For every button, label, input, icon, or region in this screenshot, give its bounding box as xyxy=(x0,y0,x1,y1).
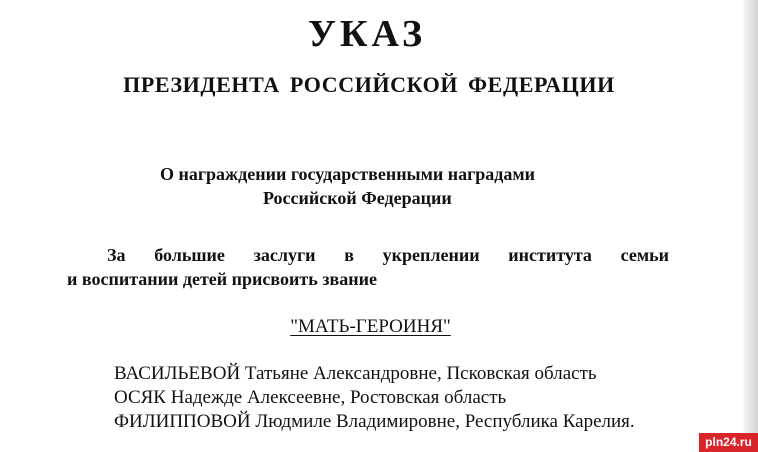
decree-line-1 xyxy=(67,243,669,267)
decree-word: семьи xyxy=(620,245,669,265)
topic-line-2: Российской Федерации xyxy=(263,188,452,208)
recipient-list xyxy=(114,362,635,434)
page-edge-shadow xyxy=(742,0,758,452)
recipient-item: ВАСИЛЬЕВОЙ Татьяне Александровне, Псковская область xyxy=(114,363,597,384)
recipient-item: ОСЯК Надежде Алексеевне, Ростовская область xyxy=(114,387,507,408)
decree-word: в xyxy=(344,245,354,265)
decree-word: укреплении xyxy=(382,245,480,265)
decree-word: За xyxy=(107,245,126,265)
award-title xyxy=(0,316,738,338)
document-subtitle: ПРЕЗИДЕНТА РОССИЙСКОЙ ФЕДЕРАЦИИ xyxy=(123,72,615,97)
topic-line-1: О награждении государственными наградами xyxy=(160,164,536,184)
award-title-text: "МАТЬ-ГЕРОИНЯ" xyxy=(290,316,451,337)
watermark-badge: pln24.ru xyxy=(699,433,758,452)
recipient-item: ФИЛИППОВОЙ Людмиле Владимировне, Республика Карелия. xyxy=(114,411,635,432)
decree-word: заслуги xyxy=(253,245,316,265)
document-title: УКАЗ xyxy=(308,13,426,55)
decree-line-2: и воспитании детей присвоить звание xyxy=(67,269,377,289)
decree-word: большие xyxy=(154,245,225,265)
decree-paragraph xyxy=(67,243,669,291)
decree-word: института xyxy=(508,245,592,265)
